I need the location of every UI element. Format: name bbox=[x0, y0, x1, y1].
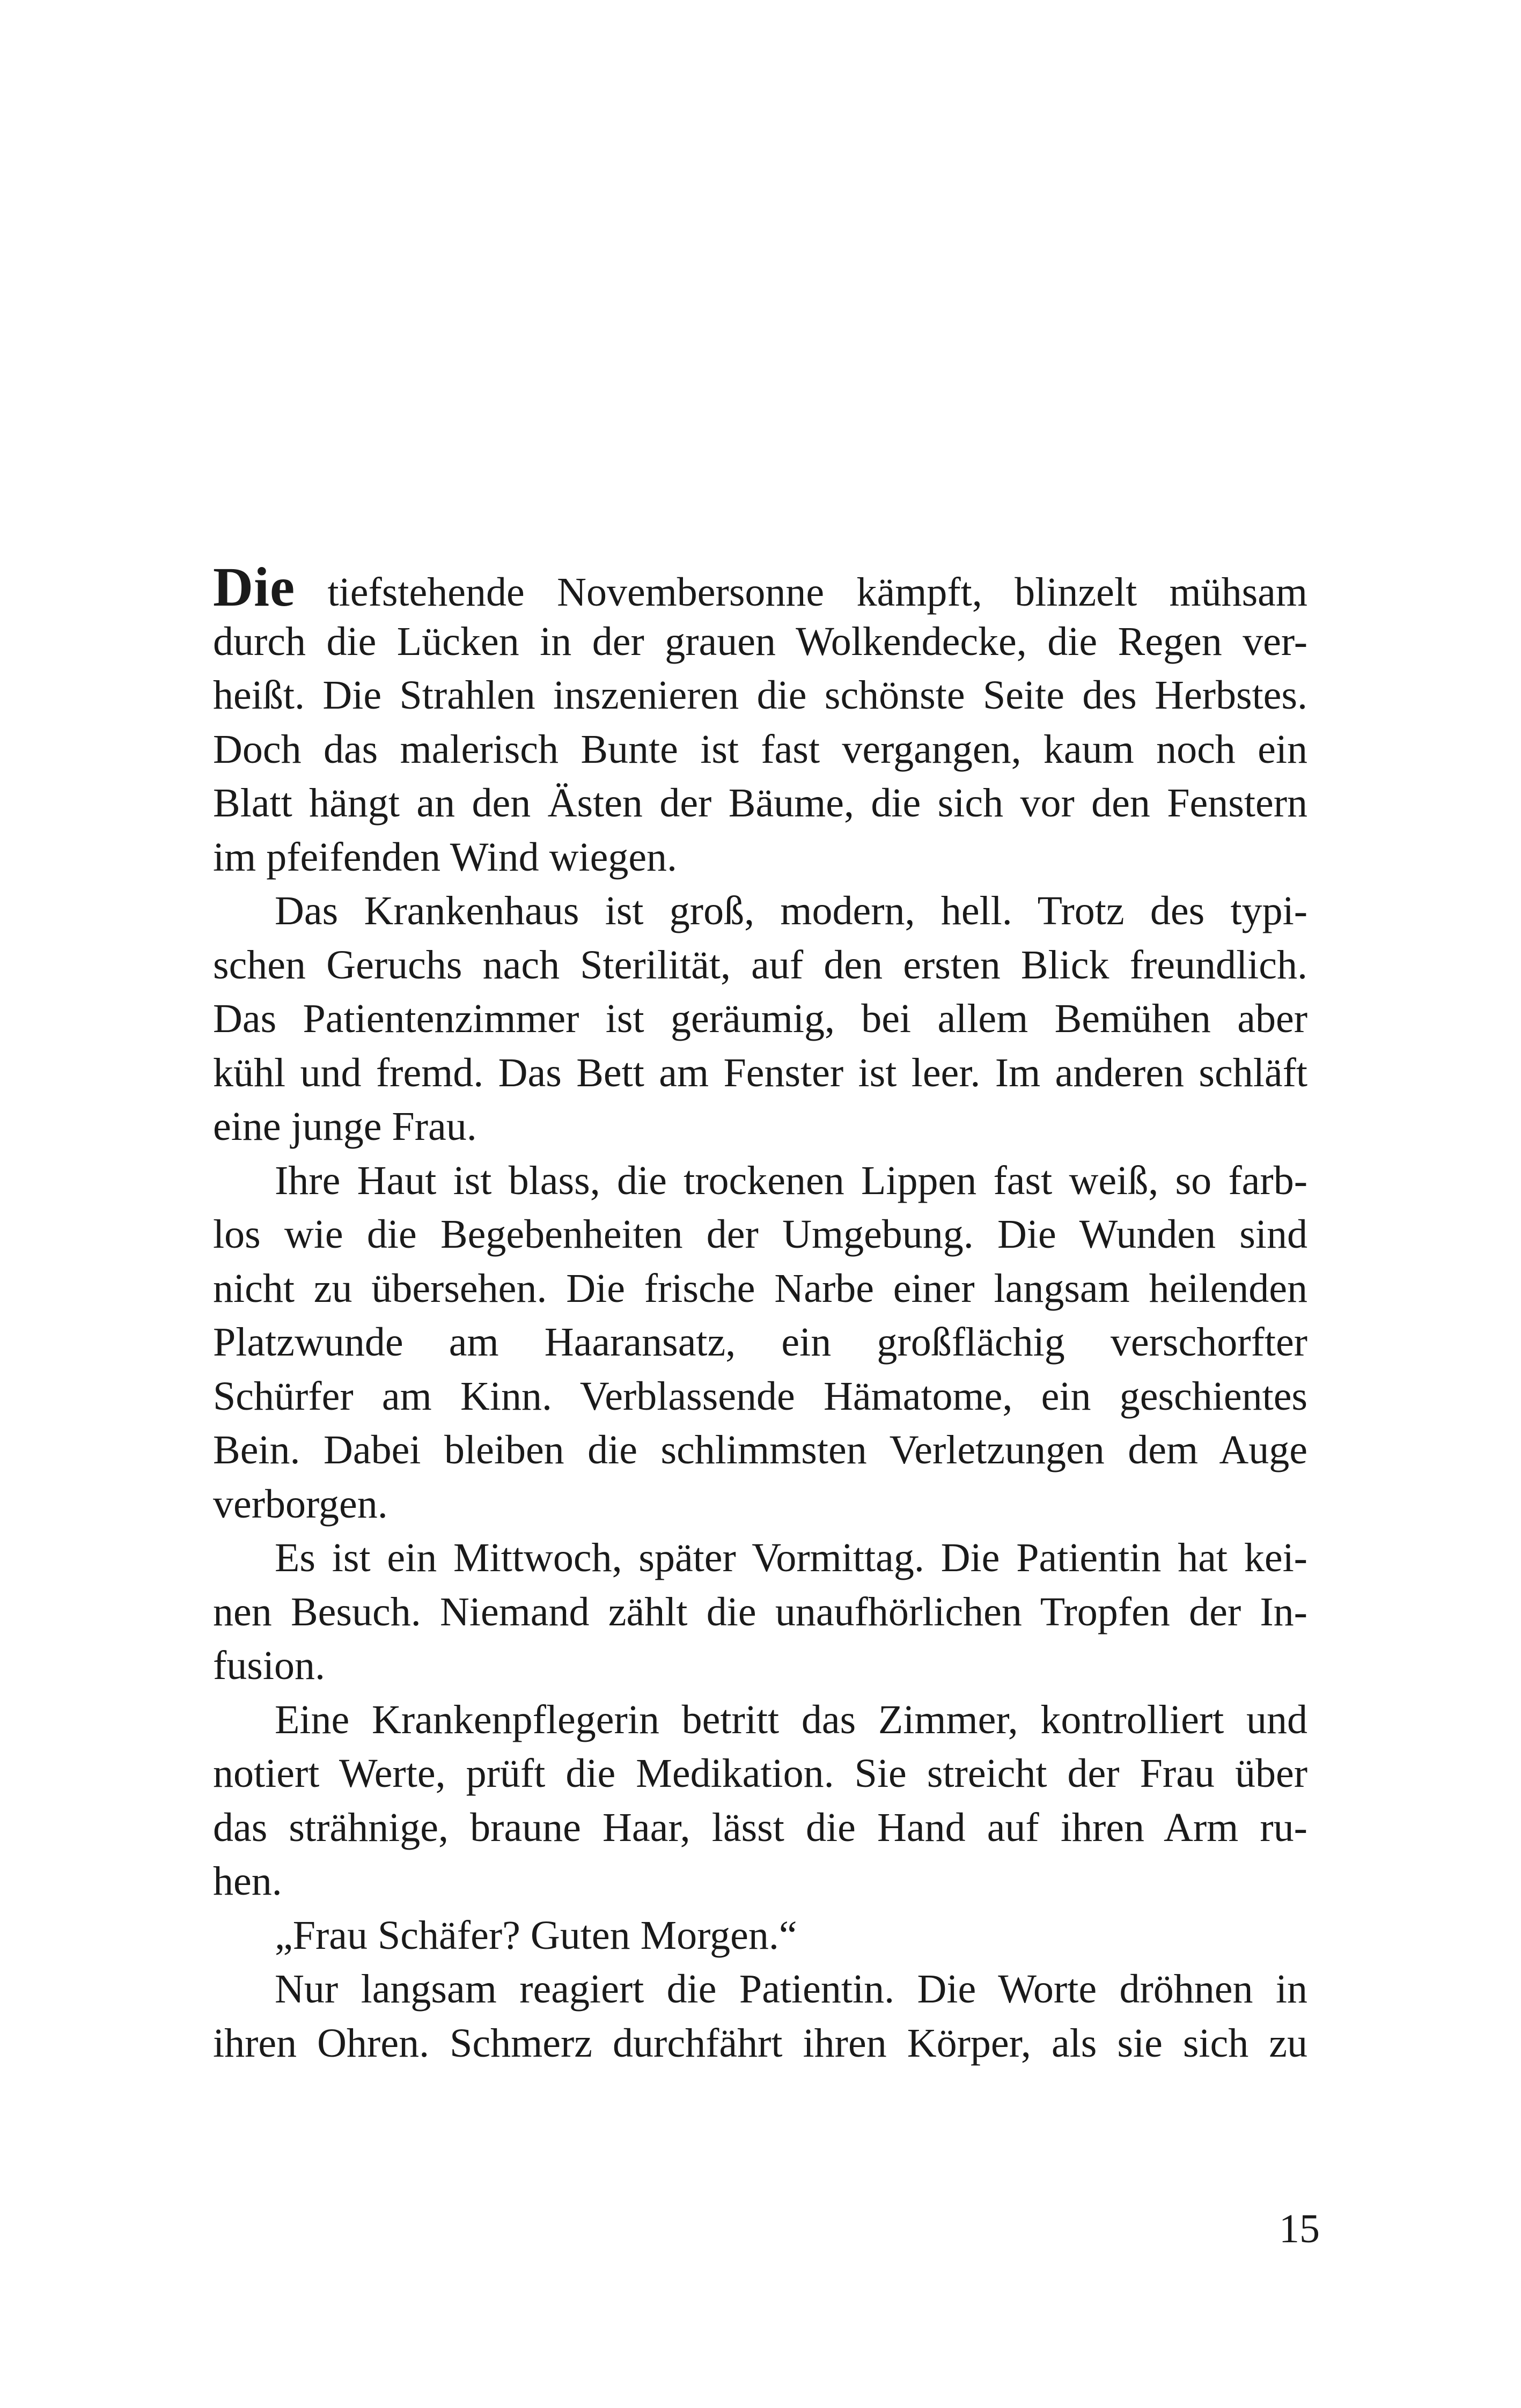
text-line bbox=[213, 1477, 1307, 1531]
line-text: nicht zu übersehen. Die frische Narbe einer langsam heilenden bbox=[213, 1265, 1307, 1311]
line-text: Bein. Dabei bleiben die schlimmsten Verletzungen dem Auge bbox=[213, 1427, 1307, 1472]
text-line bbox=[213, 1854, 1307, 1909]
line-text: ihren Ohren. Schmerz durchfährt ihren Körper, als sie sich zu bbox=[213, 2020, 1307, 2066]
line-text: heißt. Die Strahlen inszenieren die schönste Seite des Herbstes. bbox=[213, 673, 1307, 718]
text-line bbox=[213, 1909, 1307, 1963]
line-text: hen. bbox=[213, 1859, 282, 1904]
text-line bbox=[213, 1154, 1307, 1208]
text-line bbox=[213, 992, 1307, 1046]
text-line bbox=[213, 884, 1307, 938]
text-line bbox=[213, 1531, 1307, 1585]
line-text: im pfeifenden Wind wiegen. bbox=[213, 834, 678, 880]
line-text: Nur langsam reagiert die Patientin. Die Worte dröhnen in bbox=[275, 1967, 1307, 2012]
line-text: schen Geruchs nach Sterilität, auf den ersten Blick freundlich. bbox=[213, 942, 1307, 988]
text-line bbox=[213, 1747, 1307, 1801]
text-line bbox=[213, 668, 1307, 723]
line-text: fusion. bbox=[213, 1643, 325, 1688]
line-text: Ihre Haut ist blass, die trockenen Lippen fast weiß, so farb- bbox=[275, 1158, 1307, 1203]
line-text: Blatt hängt an den Ästen der Bäume, die sich vor den Fenstern bbox=[213, 780, 1307, 826]
page-number: 15 bbox=[1279, 2206, 1320, 2251]
line-text: Doch das malerisch Bunte ist fast vergangen, kaum noch ein bbox=[213, 726, 1307, 772]
line-text: los wie die Begebenheiten der Umgebung. Die Wunden sind bbox=[213, 1212, 1307, 1257]
text-line bbox=[213, 561, 1307, 615]
line-text: tiefstehende Novembersonne kämpft, blinzelt mühsam bbox=[327, 570, 1307, 615]
text-line bbox=[213, 1585, 1307, 1639]
text-line bbox=[213, 1262, 1307, 1316]
text-line bbox=[213, 615, 1307, 669]
text-line bbox=[213, 1315, 1307, 1369]
text-line bbox=[213, 1046, 1307, 1100]
line-text: Eine Krankenpflegerin betritt das Zimmer, kontrolliert und bbox=[275, 1697, 1307, 1742]
lead-word: Die bbox=[213, 561, 296, 615]
body-text bbox=[213, 561, 1307, 2070]
line-text: notiert Werte, prüft die Medikation. Sie streicht der Frau über bbox=[213, 1751, 1307, 1796]
text-line bbox=[213, 1801, 1307, 1855]
text-line bbox=[213, 1693, 1307, 1747]
text-line bbox=[213, 1100, 1307, 1154]
line-text: nen Besuch. Niemand zählt die unaufhörlichen Tropfen der In- bbox=[213, 1589, 1307, 1634]
line-text: verborgen. bbox=[213, 1481, 388, 1527]
line-text: eine junge Frau. bbox=[213, 1104, 477, 1149]
line-text: durch die Lücken in der grauen Wolkendecke, die Regen ver- bbox=[213, 618, 1307, 664]
text-line bbox=[213, 1369, 1307, 1424]
line-text: kühl und fremd. Das Bett am Fenster ist leer. Im anderen schläft bbox=[213, 1050, 1307, 1095]
line-text: Das Patientenzimmer ist geräumig, bei allem Bemühen aber bbox=[213, 996, 1307, 1041]
text-line bbox=[213, 776, 1307, 830]
text-line bbox=[213, 830, 1307, 885]
line-text: Schürfer am Kinn. Verblassende Hämatome, ein geschientes bbox=[213, 1373, 1307, 1419]
text-line bbox=[213, 1639, 1307, 1693]
line-text: das strähnige, braune Haar, lässt die Hand auf ihren Arm ru- bbox=[213, 1805, 1307, 1850]
text-line bbox=[213, 2016, 1307, 2071]
text-line bbox=[213, 1207, 1307, 1262]
text-line bbox=[213, 938, 1307, 992]
line-text: Platzwunde am Haaransatz, ein großflächig verschorfter bbox=[213, 1320, 1307, 1365]
line-text: „Frau Schäfer? Guten Morgen.“ bbox=[275, 1912, 797, 1958]
line-text: Es ist ein Mittwoch, später Vormittag. Die Patientin hat kei- bbox=[275, 1535, 1307, 1580]
line-text: Das Krankenhaus ist groß, modern, hell. Trotz des typi- bbox=[275, 888, 1307, 933]
text-line bbox=[213, 1423, 1307, 1477]
text-line bbox=[213, 723, 1307, 777]
text-line bbox=[213, 1962, 1307, 2016]
